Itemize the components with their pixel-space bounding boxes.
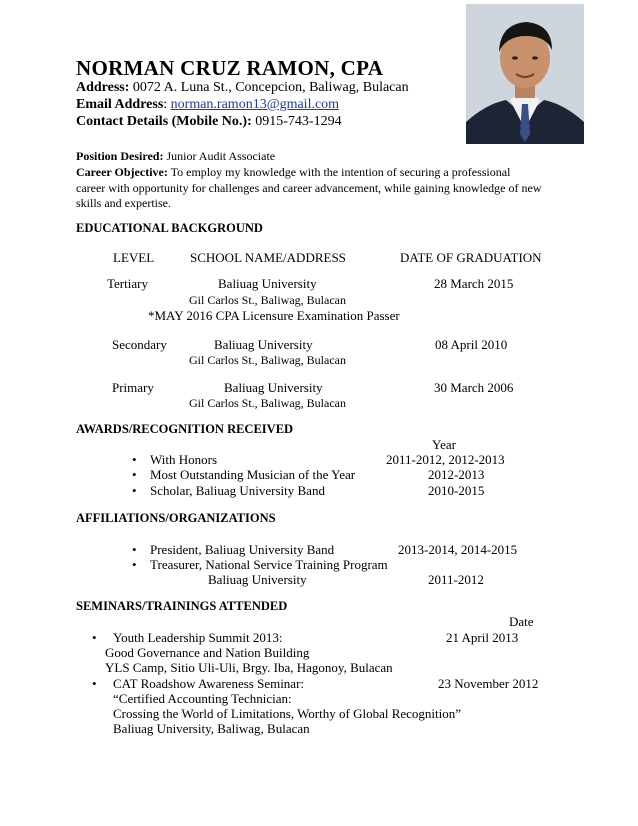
bullet-icon: •	[132, 467, 137, 482]
secondary-level: Secondary	[112, 337, 167, 352]
contact-label: Contact Details (Mobile No.):	[76, 114, 252, 129]
education-col-school: SCHOOL NAME/ADDRESS	[190, 250, 346, 265]
award-item-label: With Honors	[150, 452, 217, 467]
career-text-1: To employ my knowledge with the intention of securing a professional	[167, 165, 511, 179]
profile-photo-image	[466, 4, 584, 144]
profile-photo	[466, 4, 584, 144]
seminar-item-label: Youth Leadership Summit 2013:	[113, 630, 283, 645]
career-line-1	[76, 165, 510, 180]
affiliation-item-label: President, Baliuag University Band	[150, 542, 335, 557]
applicant-name: NORMAN CRUZ RAMON, CPA	[76, 56, 384, 80]
award-item-label: Scholar, Baliuag University Band	[150, 483, 325, 498]
email-link[interactable]: norman.ramon13@gmail.com	[170, 97, 340, 112]
secondary-school: Baliuag University	[214, 337, 313, 352]
education-title: EDUCATIONAL BACKGROUND	[76, 221, 263, 235]
position-value: Junior Audit Associate	[163, 149, 276, 163]
bullet-icon: •	[132, 483, 137, 498]
seminars-date-header: Date	[509, 614, 534, 629]
affiliation-item-year: 2013-2014, 2014-2015	[398, 542, 518, 557]
bullet-icon: •	[132, 557, 137, 572]
affiliations-title: AFFILIATIONS/ORGANIZATIONS	[76, 511, 276, 525]
tertiary-level: Tertiary	[107, 276, 148, 291]
position-label: Position Desired:	[76, 149, 164, 163]
award-item-label: Most Outstanding Musician of the Year	[150, 467, 356, 482]
secondary-address: Gil Carlos St., Baliwag, Bulacan	[189, 353, 346, 367]
education-col-date: DATE OF GRADUATION	[400, 250, 542, 265]
primary-school: Baliuag University	[224, 380, 323, 395]
bullet-icon: •	[92, 676, 97, 691]
seminar-item-line: Crossing the World of Limitations, Worthy of Global Recognition”	[113, 706, 462, 721]
affiliation-item-label: Treasurer, National Service Training Program	[150, 557, 388, 572]
secondary-date: 08 April 2010	[435, 337, 508, 352]
seminar-item-label: CAT Roadshow Awareness Seminar:	[113, 676, 305, 691]
contact-line	[76, 114, 342, 130]
award-item-year: 2012-2013	[428, 467, 485, 482]
tertiary-note: *MAY 2016 CPA Licensure Examination Passer	[148, 308, 400, 323]
award-item-year: 2011-2012, 2012-2013	[386, 452, 505, 467]
seminar-item-date: 21 April 2013	[446, 630, 519, 645]
bullet-icon: •	[132, 542, 137, 557]
bullet-icon: •	[132, 452, 137, 467]
tertiary-date: 28 March 2015	[434, 276, 514, 291]
tertiary-school: Baliuag University	[218, 276, 317, 291]
seminar-item-line: Baliuag University, Baliwag, Bulacan	[113, 721, 310, 736]
career-line-3: skills and expertise.	[76, 196, 171, 210]
email-label: Email Address	[76, 97, 164, 112]
address-label: Address:	[76, 80, 130, 95]
awards-year-header: Year	[432, 437, 456, 452]
seminar-item-date: 23 November 2012	[438, 676, 539, 691]
seminars-title: SEMINARS/TRAININGS ATTENDED	[76, 599, 288, 613]
awards-title: AWARDS/RECOGNITION RECEIVED	[76, 422, 294, 436]
seminar-item-line: “Certified Accounting Technician:	[113, 691, 292, 706]
education-col-level: LEVEL	[113, 250, 155, 265]
email-line	[76, 97, 339, 113]
primary-level: Primary	[112, 380, 154, 395]
address-line	[76, 80, 409, 96]
affiliation-item-sub: Baliuag University	[208, 572, 307, 587]
bullet-icon: •	[92, 630, 97, 645]
seminar-item-line: Good Governance and Nation Building	[105, 645, 310, 660]
career-label: Career Objective:	[76, 165, 168, 179]
primary-address: Gil Carlos St., Baliwag, Bulacan	[189, 396, 346, 410]
email-separator: :	[163, 97, 171, 112]
address-value: 0072 A. Luna St., Concepcion, Baliwag, Bulacan	[129, 80, 409, 95]
affiliation-item-year: 2011-2012	[428, 572, 484, 587]
primary-date: 30 March 2006	[434, 380, 514, 395]
contact-value: 0915-743-1294	[251, 114, 342, 129]
position-line	[76, 149, 275, 164]
seminar-item-line: YLS Camp, Sitio Uli-Uli, Brgy. Iba, Hagonoy, Bulacan	[105, 660, 393, 675]
career-line-2: career with opportunity for challenges and career advancement, while gaining knowledge of new	[76, 181, 542, 195]
award-item-year: 2010-2015	[428, 483, 485, 498]
tertiary-address: Gil Carlos St., Baliwag, Bulacan	[189, 293, 346, 307]
